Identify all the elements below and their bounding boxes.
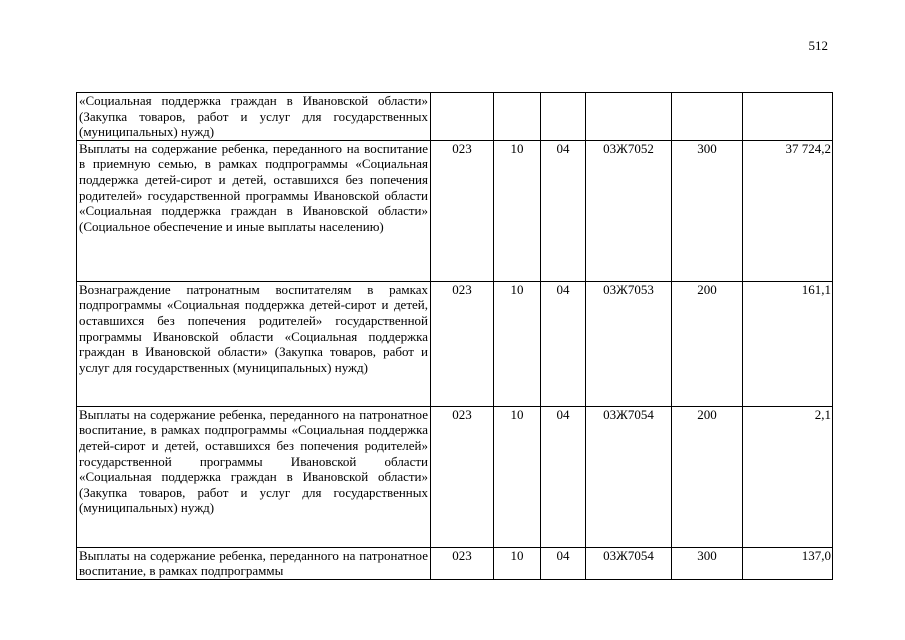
row-description: Выплаты на содержание ребенка, переданного на воспитание в приемную семью, в рамках подпрограммы «Социальная поддержка детей-сирот и детей, оставшихся без попечения родителей» государственной программы Ивановской области «Социальная поддержка граждан в Ивановской области» (Социальное обеспечение и иные выплаты населению) xyxy=(77,140,431,281)
ministry-code: 023 xyxy=(431,547,494,579)
target-article-code: 03Ж7054 xyxy=(586,406,672,547)
amount-cell: 37 724,2 xyxy=(743,140,833,281)
amount-cell: 2,1 xyxy=(743,406,833,547)
ministry-code: 023 xyxy=(431,140,494,281)
expense-type-code: 200 xyxy=(672,281,743,406)
section-code: 10 xyxy=(494,140,541,281)
section-code: 10 xyxy=(494,547,541,579)
row-description: Выплаты на содержание ребенка, переданного на патронатное воспитание, в рамках подпрограммы «Социальная поддержка детей-сирот и детей, оставшихся без попечения родителей» государственной программы Ивановской области «Социальная поддержка граждан в Ивановской области» (Закупка товаров, работ и услуг для государственных (муниципальных) нужд) xyxy=(77,406,431,547)
target-article-code: 03Ж7052 xyxy=(586,140,672,281)
row-description: «Социальная поддержка граждан в Ивановской области» (Закупка товаров, работ и услуг для государственных (муниципальных) нужд) xyxy=(77,93,431,141)
subsection-code: 04 xyxy=(541,281,586,406)
subsection-code: 04 xyxy=(541,406,586,547)
ministry-code xyxy=(431,93,494,141)
budget-table xyxy=(76,92,833,580)
amount-cell: 161,1 xyxy=(743,281,833,406)
table-row xyxy=(77,281,833,406)
subsection-code xyxy=(541,93,586,141)
ministry-code: 023 xyxy=(431,281,494,406)
table-row xyxy=(77,547,833,579)
expense-type-code: 300 xyxy=(672,547,743,579)
page-number: 512 xyxy=(808,38,828,53)
amount-cell: 137,0 xyxy=(743,547,833,579)
expense-type-code xyxy=(672,93,743,141)
table-row xyxy=(77,406,833,547)
expense-type-code: 200 xyxy=(672,406,743,547)
target-article-code: 03Ж7054 xyxy=(586,547,672,579)
target-article-code xyxy=(586,93,672,141)
target-article-code: 03Ж7053 xyxy=(586,281,672,406)
ministry-code: 023 xyxy=(431,406,494,547)
subsection-code: 04 xyxy=(541,547,586,579)
amount-cell xyxy=(743,93,833,141)
section-code: 10 xyxy=(494,281,541,406)
subsection-code: 04 xyxy=(541,140,586,281)
table-row xyxy=(77,140,833,281)
section-code: 10 xyxy=(494,406,541,547)
expense-type-code: 300 xyxy=(672,140,743,281)
row-description: Вознаграждение патронатным воспитателям в рамках подпрограммы «Социальная поддержка детей-сирот и детей, оставшихся без попечения родителей» государственной программы Ивановской области «Социальная поддержка граждан в Ивановской области» (Закупка товаров, работ и услуг для государственных (муниципальных) нужд) xyxy=(77,281,431,406)
section-code xyxy=(494,93,541,141)
row-description: Выплаты на содержание ребенка, переданного на патронатное воспитание, в рамках подпрограммы xyxy=(77,547,431,579)
table-row xyxy=(77,93,833,141)
